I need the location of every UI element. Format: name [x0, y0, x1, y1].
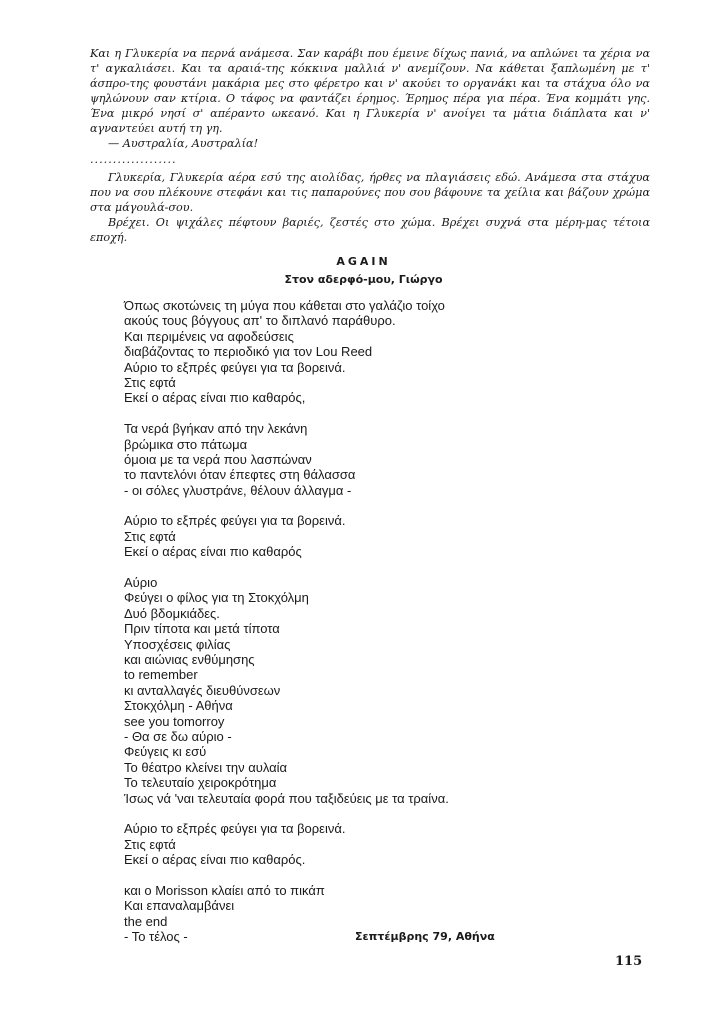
poem-line: - Το τέλος - [124, 929, 188, 945]
poem-line: Και περιμένεις να αφοδεύσεις [124, 328, 294, 344]
poem-line: ακούς τους βόγγους απ' το διπλανό παράθυρο. [124, 313, 396, 329]
poem-signature: Σεπτέμβρης 79, Αθήνα [355, 930, 495, 943]
prose-paragraph: Βρέχει. Οι ψιχάλες πέφτουν βαριές, ζεστές στο χώμα. Βρέχει συχνά στα μέρη-μας τέτοια εποχή. [90, 216, 650, 244]
stanza-break [124, 867, 604, 882]
poem-line: Πριν τίποτα και μετά τίποτα [124, 621, 280, 637]
poem-line: Αύριο το εξπρές φεύγει για τα βορεινά. [124, 513, 346, 529]
poem-line: Τα νερά βγήκαν από την λεκάνη [124, 421, 308, 437]
poem-title: AGAIN [336, 255, 391, 268]
poem-line: βρώμικα στο πάτωμα [124, 436, 248, 452]
poem-line: - Θα σε δω αύριο - [124, 728, 232, 744]
prose-paragraph: Και η Γλυκερία να περνά ανάμεσα. Σαν καράβι που έμεινε δίχως πανιά, να απλώνει τα χέρια να τ' αγκαλιάσει. Και τα αραιά-της κόκκινα μαλλιά ν' ανεμίζουν. Να κάθεται ξαπλωμένη με τ' άσπρο-της φουστάνι μακάρια μες στο φέρετρο και ν' ακούει το οργανάκι και τα στάχυα όλο να ψηλώνουν σαν κτίρια. Ο τάφος να φαντάζει έρημος. Έρημος πέρα για πέρα. Ένα κομμάτι γης. Ένα μικρό νησί σ' απέραντο ωκεανό. Και η Γλυκερία ν' ανοίγει τα μάτια διάπλατα και ν' αγναντεύει αυτή τη γη. [90, 47, 650, 135]
poem-line: Και επαναλαμβάνει [124, 898, 235, 914]
poem-line: the end [124, 913, 168, 929]
poem-line: Όπως σκοτώνεις τη μύγα που κάθεται στο γαλάζιο τοίχο [124, 298, 445, 313]
poem-line: Φεύγεις κι εσύ [124, 744, 207, 760]
poem-line: όμοια με τα νερά που λασπώναν [124, 451, 312, 467]
poem-line: Το τελευταίο χειροκρότημα [124, 775, 277, 791]
page-number: 115 [615, 954, 643, 969]
poem-line: Στοκχόλμη - Αθήνα [124, 698, 233, 714]
poem-line: Στις εφτά [124, 528, 176, 544]
prose-exclamation: — Αυστραλία, Αυστραλία! [108, 137, 259, 150]
poem-line: και ο Morisson κλαίει από το πικάπ [124, 882, 325, 898]
poem-line: Αύριο το εξπρές φεύγει για τα βορεινά. [124, 359, 346, 375]
prose-paragraph: Γλυκερία, Γλυκερία αέρα εσύ της αιολίδας, ήρθες να πλαγιάσεις εδώ. Ανάμεσα στα στάχυα που να σου πλέκουνε στεφάνι και τις παπαρούνες που σου βάφουνε τα χείλια και βάζουν χρώμα στα μάγουλά-σου. [90, 171, 650, 214]
poem-line: Φεύγει ο φίλος για τη Στοκχόλμη [124, 590, 309, 606]
poem-line: Εκεί ο αέρας είναι πιο καθαρός, [124, 390, 306, 406]
stanza-break [124, 498, 604, 513]
stanza-break [124, 560, 604, 575]
poem-line: Ίσως νά 'ναι τελευταία φορά που ταξιδεύεις με τα τραίνα. [124, 790, 449, 806]
poem-line: Αύριο [124, 575, 158, 591]
poem-line: Εκεί ο αέρας είναι πιο καθαρός. [124, 852, 306, 868]
poem-line: to remember [124, 667, 198, 683]
poem-line: - οι σόλες γλυστράνε, θέλουν άλλαγμα - [124, 482, 352, 498]
poem-line: Στις εφτά [124, 836, 176, 852]
poem-line: Αύριο το εξπρές φεύγει για τα βορεινά. [124, 821, 346, 837]
poem-body [124, 298, 604, 944]
poem-line: το παντελόνι όταν έπεφτες στη θάλασσα [124, 467, 356, 483]
poem-line: Υποσχέσεις φιλίας [124, 636, 231, 652]
prose-ellipsis: ................... [90, 153, 177, 166]
poem-line: Εκεί ο αέρας είναι πιο καθαρός [124, 544, 302, 560]
poem-line: κι ανταλλαγές διευθύνσεων [124, 682, 281, 698]
poem-line: Στις εφτά [124, 374, 176, 390]
prose-section [90, 46, 650, 245]
stanza-break [124, 806, 604, 821]
poem-line: Το θέατρο κλείνει την αυλαία [124, 759, 288, 775]
poem-line: see you tomorroy [124, 713, 225, 729]
poem-dedication: Στον αδερφό-μου, Γιώργο [284, 273, 443, 286]
poem-line: και αιώνιας ενθύμησης [124, 651, 255, 667]
stanza-break [124, 406, 604, 421]
poem-line: διαβάζοντας το περιοδικό για τον Lou Reed [124, 344, 373, 360]
poem-line: Δυό βδομκιάδες. [124, 605, 220, 621]
